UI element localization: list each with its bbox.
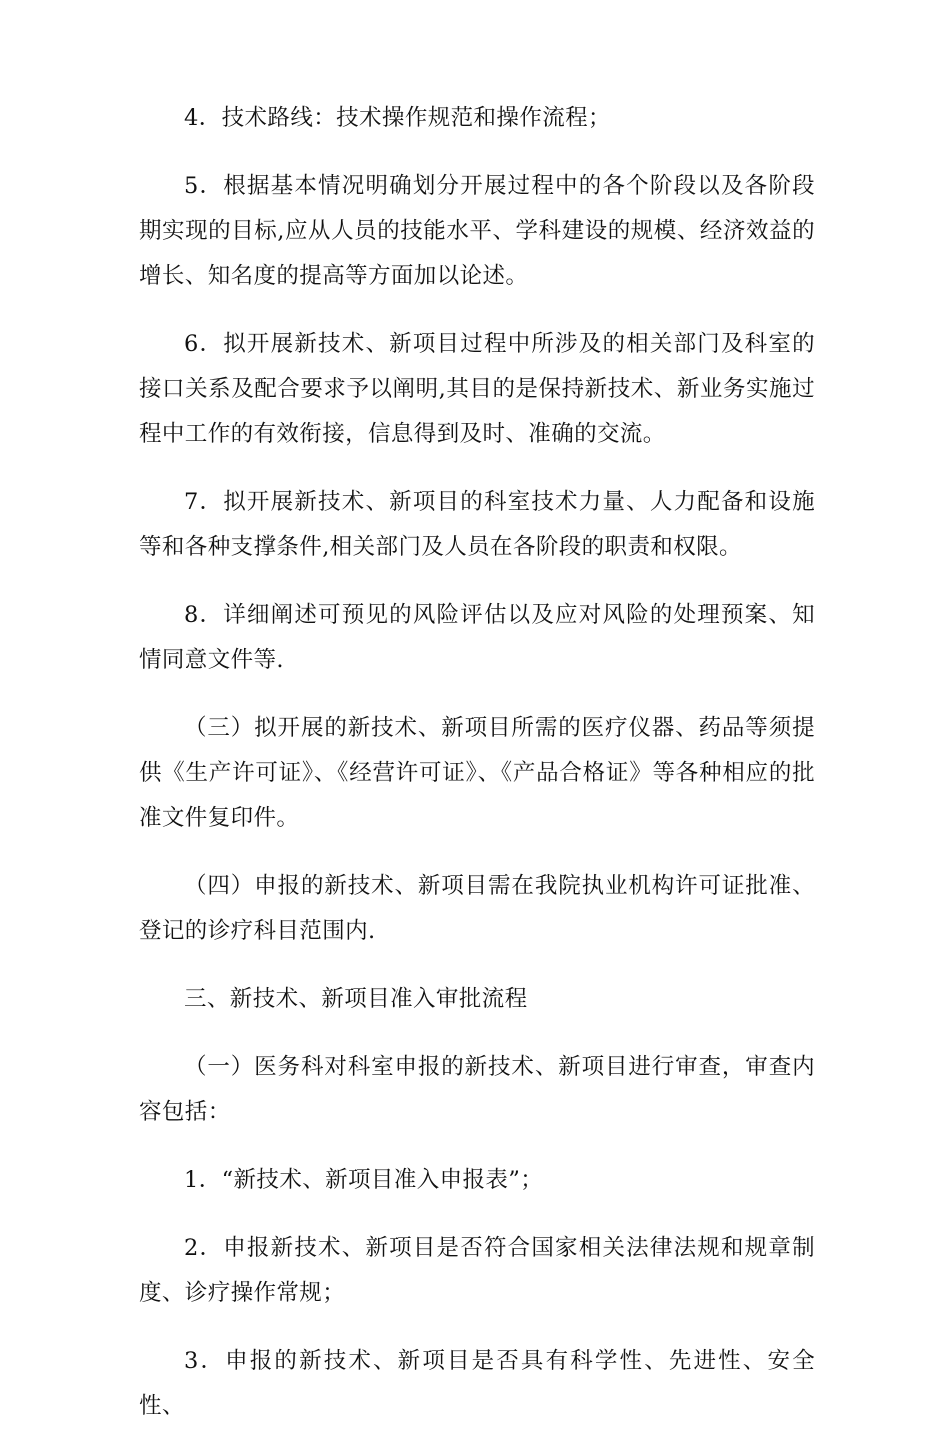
paragraph-section-4-scope: （四）申报的新技术、新项目需在我院执业机构许可证批准、登记的诊疗科目范围内. bbox=[139, 873, 815, 944]
paragraph-item-5-stages-goals: 5．根据基本情况明确划分开展过程中的各个阶段以及各阶段期实现的目标,应从人员的技能水平、学科建设的规模、经济效益的增长、知名度的提高等方面加以论述。 bbox=[139, 173, 815, 289]
paragraph-item-8-risk-assessment: 8．详细阐述可预见的风险评估以及应对风险的处理预案、知情同意文件等. bbox=[139, 602, 815, 673]
paragraph-subsection-1-review: （一）医务科对科室申报的新技术、新项目进行审查，审查内容包括： bbox=[139, 1054, 815, 1125]
section-heading-approval-process: 三、新技术、新项目准入审批流程 bbox=[184, 986, 528, 1012]
paragraph-review-item-1: 1．“新技术、新项目准入申报表”； bbox=[184, 1167, 544, 1193]
paragraph-item-7-resources: 7．拟开展新技术、新项目的科室技术力量、人力配备和设施等和各种支撑条件,相关部门及人员在各阶段的职责和权限。 bbox=[139, 489, 815, 560]
paragraph-review-item-2: 2．申报新技术、新项目是否符合国家相关法律法规和规章制度、诊疗操作常规； bbox=[139, 1235, 815, 1306]
paragraph-review-item-3: 3．申报的新技术、新项目是否具有科学性、先进性、安全性、 bbox=[139, 1348, 815, 1419]
document-body bbox=[139, 96, 815, 1452]
paragraph-section-3-licenses: （三）拟开展的新技术、新项目所需的医疗仪器、药品等须提供《生产许可证》、《经营许可证》、《产品合格证》等各种相应的批准文件复印件。 bbox=[139, 715, 815, 831]
paragraph-item-6-department-interfaces: 6．拟开展新技术、新项目过程中所涉及的相关部门及科室的接口关系及配合要求予以阐明,其目的是保持新技术、新业务实施过程中工作的有效衔接，信息得到及时、准确的交流。 bbox=[139, 331, 815, 447]
paragraph-item-4-technical-route: 4．技术路线：技术操作规范和操作流程； bbox=[184, 105, 611, 131]
